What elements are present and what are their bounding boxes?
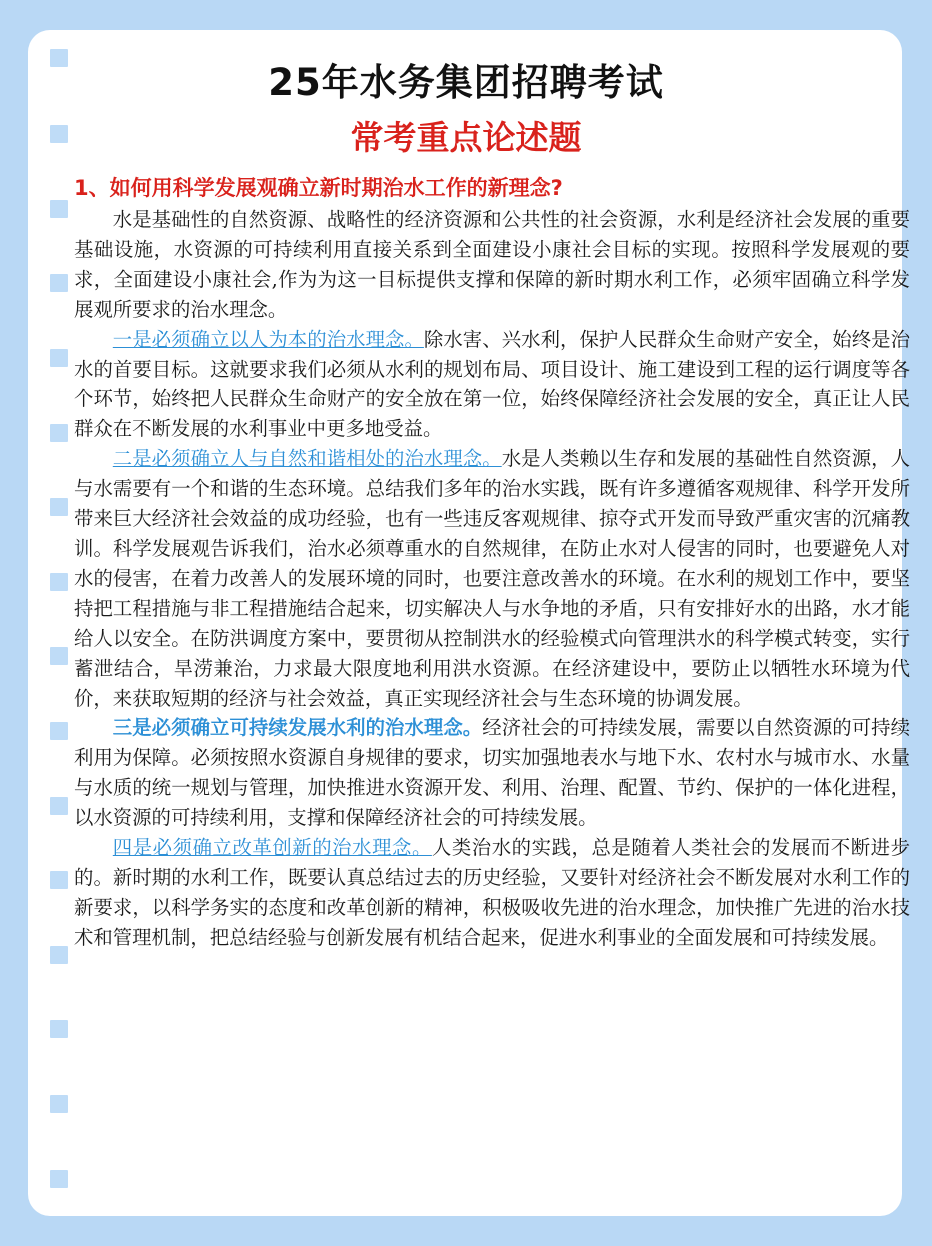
- question-heading: 1、如何用科学发展观确立新时期治水工作的新理念?: [74, 176, 563, 200]
- point-heading: 二是必须确立人与自然和谐相处的治水理念。: [112, 447, 502, 471]
- binder-tab: [47, 794, 71, 818]
- point-heading: 一是必须确立以人为本的治水理念。: [112, 327, 424, 351]
- binder-tab: [47, 1167, 71, 1191]
- binder-tab: [47, 1092, 71, 1116]
- binder-tab: [47, 271, 71, 295]
- binder-tabs: [0, 0, 80, 1246]
- binder-tab: [47, 943, 71, 967]
- binder-tab: [47, 421, 71, 445]
- paragraph-text: 水是人类赖以生存和发展的基础性自然资源，人与水需要有一个和谐的生态环境。总结我们多年的治水实践，既有许多遵循客观规律、科学开发所带来巨大经济社会效益的成功经验，也有一些违反客观规律、掠夺式开发而导致严重灾害的沉痛教训。科学发展观告诉我们，治水必须尊重水的自然规律，在防止水对人侵害的同时，也要避免人对水的侵害，在着力改善人的发展环境的同时，也要注意改善水的环境。在水利的规划工作中，要坚持把工程措施与非工程措施结合起来，切实解决人与水争地的矛盾，只有安排好水的出路，水才能给人以安全。在防洪调度方案中，要贯彻从控制洪水的经验模式向管理洪水的科学模式转变，实行蓄泄结合，旱涝兼治，力求最大限度地利用洪水资源。在经济建设中，要防止以牺牲水环境为代价，来获取短期的经济与社会效益，真正实现经济社会与生态环境的协调发展。: [74, 447, 910, 710]
- paragraph-intro: [74, 205, 910, 325]
- paragraph-point-2: [74, 444, 910, 713]
- binder-tab: [47, 1017, 71, 1041]
- binder-tab: [47, 197, 71, 221]
- binder-tab: [47, 495, 71, 519]
- binder-tab: [47, 868, 71, 892]
- point-heading: 四是必须确立改革创新的治水理念。: [112, 836, 432, 860]
- paragraph-point-1: [74, 325, 910, 445]
- paragraph-text: 经济社会的可持续发展，需要以自然资源的可持续利用为保障。必须按照水资源自身规律的要求，切实加强地表水与地下水、农村水与城市水、水量与水质的统一规划与管理，加快推进水资源开发、利用、治理、配置、节约、保护的一体化进程，以水资源的可持续利用，支撑和保障经济社会的可持续发展。: [74, 716, 911, 830]
- point-heading: 三是必须确立可持续发展水利的治水理念。: [112, 716, 483, 740]
- binder-tab: [47, 644, 71, 668]
- binder-tab: [47, 719, 71, 743]
- paragraph-text: 除水害、兴水利，保护人民群众生命财产安全，始终是治水的首要目标。这就要求我们必须从水利的规划布局、项目设计、施工建设到工程的运行调度等各个环节，始终把人民群众生命财产的安全放在第一位，始终保障经济社会发展的安全，真正让人民群众在不断发展的水利事业中更多地受益。: [74, 327, 910, 441]
- answer-body: [74, 205, 910, 953]
- paragraph-point-3: [74, 713, 910, 833]
- page-subtitle: 常考重点论述题: [350, 118, 582, 157]
- binder-tab: [47, 570, 71, 594]
- paragraph-text: 人类治水的实践，总是随着人类社会的发展而不断进步的。新时期的水利工作，既要认真总结过去的历史经验，又要针对经济社会不断发展对水利工作的新要求，以科学务实的态度和改革创新的精神，积极吸收先进的治水理念，加快推广先进的治水技术和管理机制，把总结经验与创新发展有机结合起来，促进水利事业的全面发展和可持续发展。: [74, 836, 911, 949]
- paragraph-text: 水是基础性的自然资源、战略性的经济资源和公共性的社会资源，水利是经济社会发展的重要基础设施，水资源的可持续利用直接关系到全面建设小康社会目标的实现。按照科学发展观的要求，全面建设小康社会,作为为这一目标提供支撑和保障的新时期水利工作，必须牢固确立科学发展观所要求的治水理念。: [74, 208, 910, 321]
- page-title: 25年水务集团招聘考试: [268, 61, 664, 104]
- paragraph-point-4: [74, 833, 910, 953]
- binder-tab: [47, 346, 71, 370]
